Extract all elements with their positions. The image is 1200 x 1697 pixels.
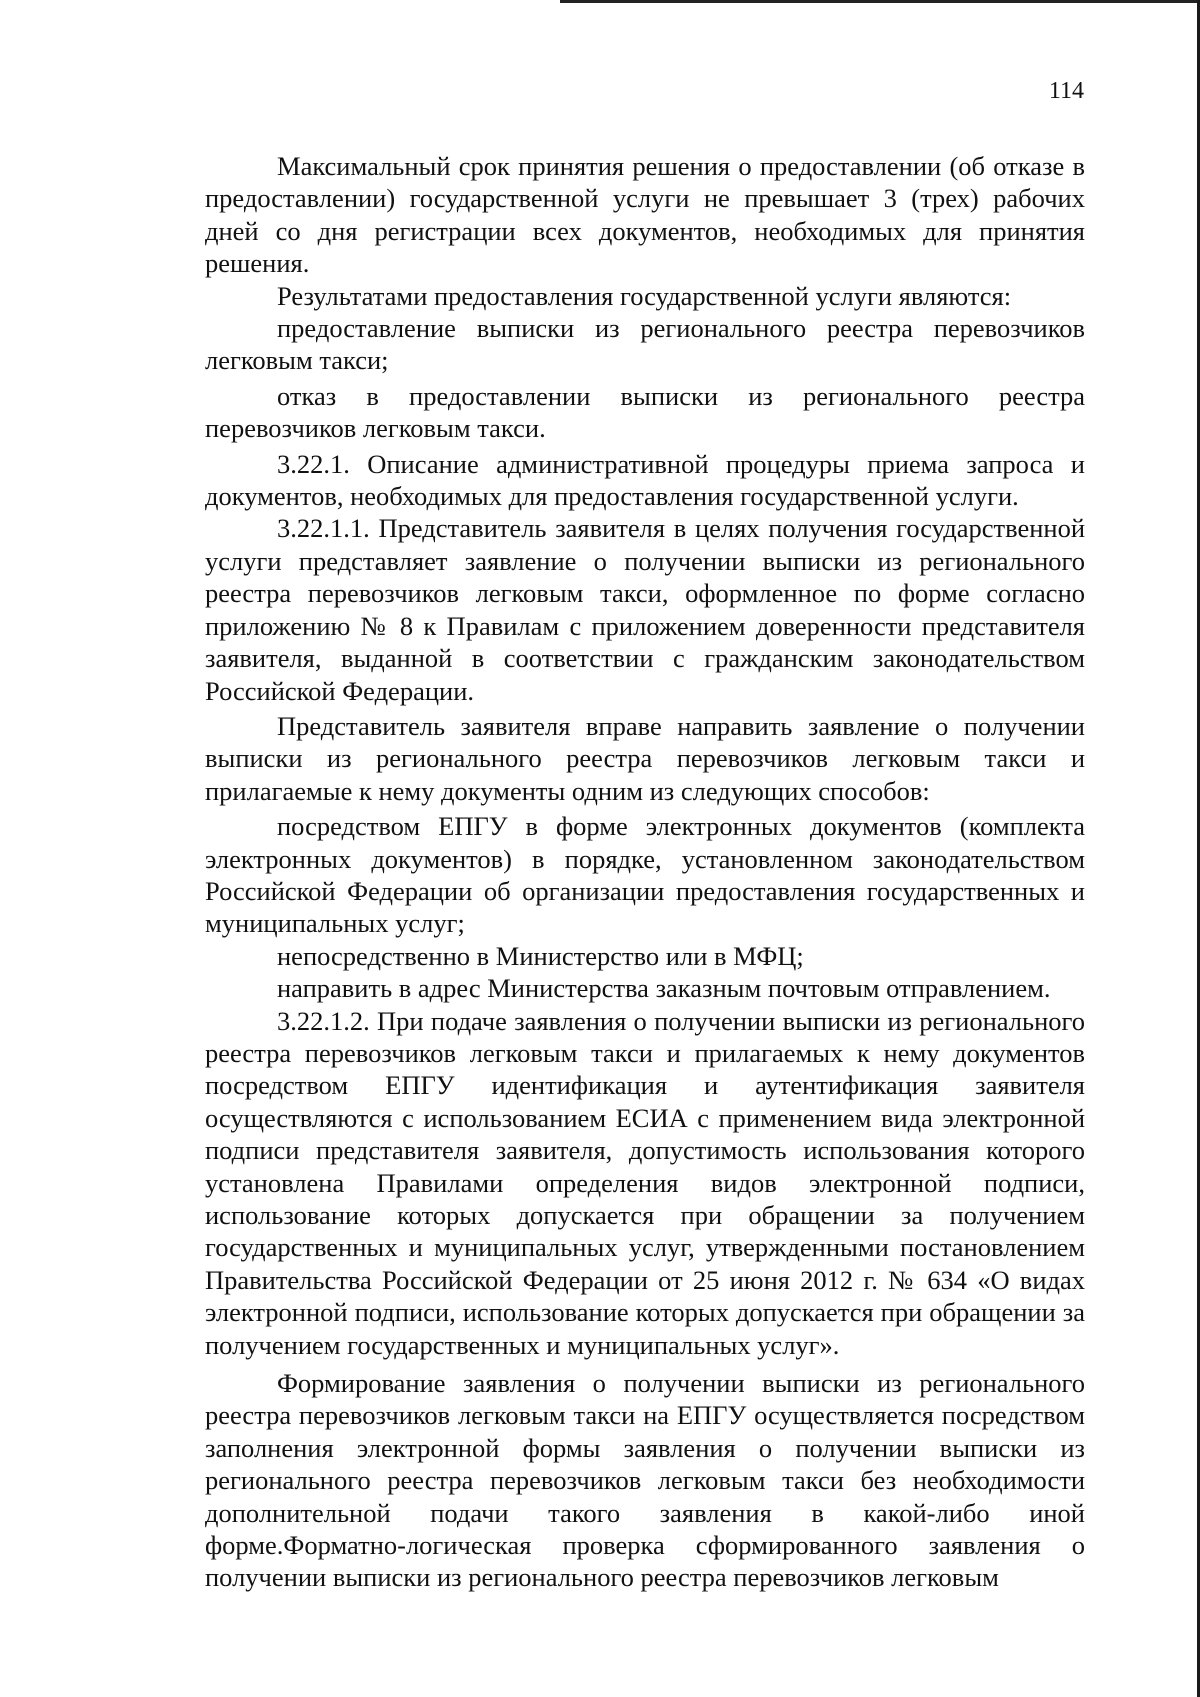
paragraph-result-provision: предоставление выписки из регионального реестра перевозчиков легковым такси; <box>205 313 1085 376</box>
paragraph-decision-term: Максимальный срок принятия решения о предоставлении (об отказе в предоставлении) государственной услуги не превышает 3 (трех) рабочих дней со дня регистрации всех документов, необходимых для принятия решения. <box>205 151 1085 279</box>
paragraph-result-refusal: отказ в предоставлении выписки из регионального реестра перевозчиков легковым такси. <box>205 380 1085 444</box>
paragraph-method-mfc: непосредственно в Министерство или в МФЦ; <box>277 940 804 971</box>
paragraph-section-3-22-1-1: 3.22.1.1. Представитель заявителя в целях получения государственной услуги представляет заявление о получении выписки из регионального реестра перевозчиков легковым такси, оформленное по форме согласно приложению № 8 к Правилам с приложением доверенности представителя заявителя, выданной в соответствии с гражданским законодательством Российской Федерации. <box>205 513 1085 706</box>
scan-edge-line <box>560 0 1197 3</box>
paragraph-method-epgu: посредством ЕПГУ в форме электронных документов (комплекта электронных документов) в порядке, установленном законодательством Российской Федерации об организации предоставления государственных и муниципальных услуг; <box>205 811 1085 939</box>
document-body <box>205 150 1085 1594</box>
paragraph-results-intro: Результатами предоставления государственной услуги являются: <box>277 280 1012 311</box>
paragraph-section-3-22-1-2: 3.22.1.2. При подаче заявления о получении выписки из регионального реестра перевозчиков легковым такси и прилагаемых к нему документов посредством ЕПГУ идентификация и аутентификация заявителя осуществляются с использованием ЕСИА с применением вида электронной подписи представителя заявителя, допустимость использования которого установлена Правилами определения видов электронной подписи, использование которых допускается при обращении за получением государственных и муниципальных услуг, утвержденными постановлением Правительства Российской Федерации от 25 июня 2012 г. № 634 «О видах электронной подписи, использование которых допускается при обращении за получением государственных и муниципальных услуг». <box>205 1005 1085 1360</box>
paragraph-epgu-form: Формирование заявления о получении выписки из регионального реестра перевозчиков легковым такси на ЕПГУ осуществляется посредством заполнения электронной формы заявления о получении выписки из регионального реестра перевозчиков легковым такси без необходимости дополнительной подачи такого заявления в какой-либо иной форме.Форматно-логическая проверка сформированного заявления о получении выписки из регионального реестра перевозчиков легковым <box>205 1368 1085 1593</box>
paragraph-method-post: направить в адрес Министерства заказным почтовым отправлением. <box>277 973 1051 1004</box>
page-number: 114 <box>1048 78 1084 104</box>
paragraph-section-3-22-1: 3.22.1. Описание административной процедуры приема запроса и документов, необходимых для предоставления государственной услуги. <box>205 448 1085 512</box>
paragraph-submission-methods: Представитель заявителя вправе направить заявление о получении выписки из регионального реестра перевозчиков легковым такси и прилагаемые к нему документы одним из следующих способов: <box>205 710 1085 806</box>
